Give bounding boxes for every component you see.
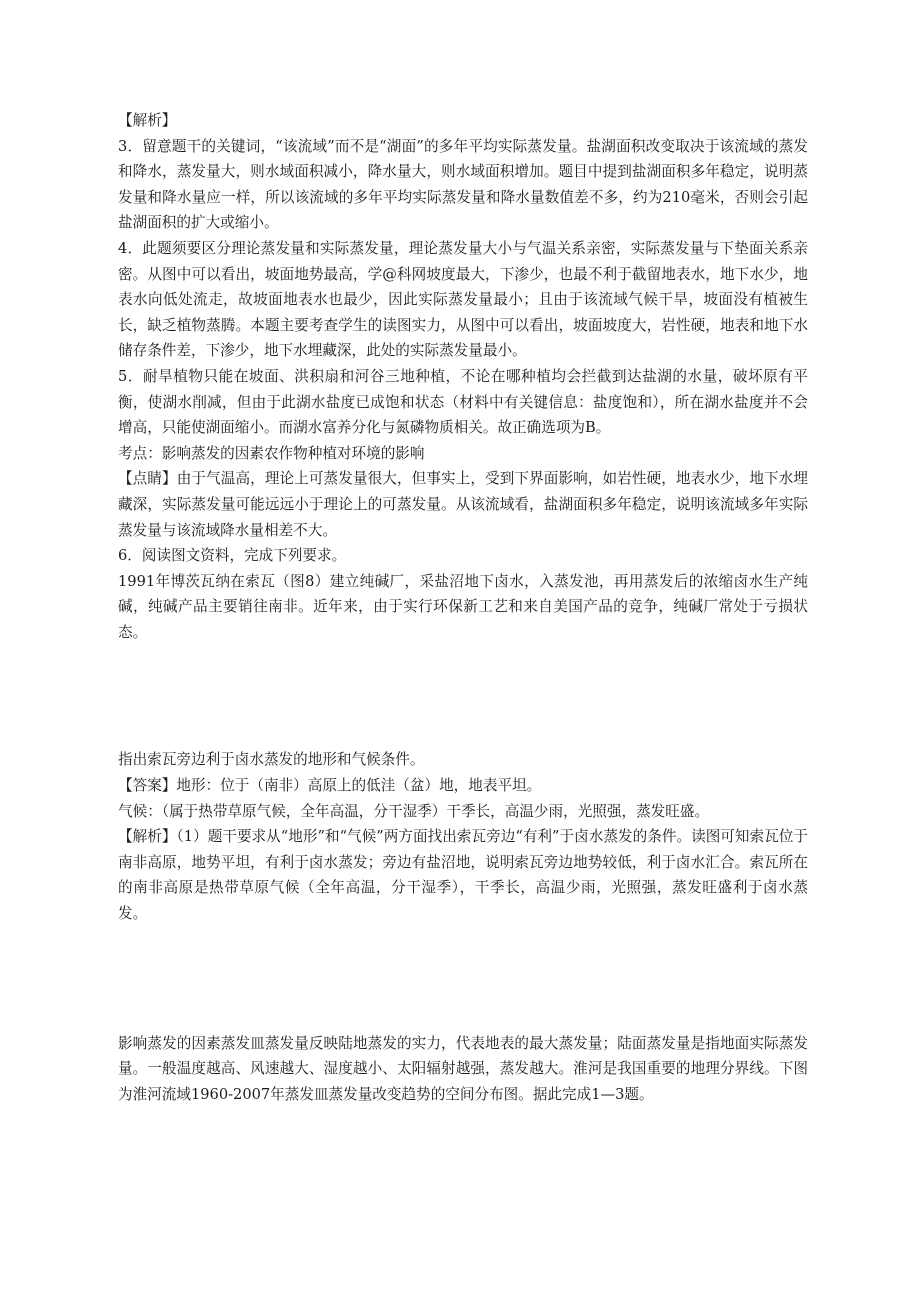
analysis-item-5: 5．耐旱植物只能在坡面、洪积扇和河谷三地种植，不论在哪种植均会拦截到达盐湖的水量，破坏原有平衡，使湖水削减，但由于此湖水盐度已成饱和状态（材料中有关键信息：盐度饱和），所在湖水盐度并不会增高，只能使湖面缩小。而湖水富养分化与氮磷物质相关。故正确选项为B。	[118, 367, 808, 437]
analysis-paragraph	[118, 824, 808, 926]
blank-figure-space	[118, 645, 808, 747]
dianjing-text: 由于气温高，理论上可蒸发量很大，但事实上，受到下界面影响，如岩性硬，地表水少，地下水埋藏深，实际蒸发量可能远远小于理论上的可蒸发量。从该流域看，盐湖面积多年稳定，说明该流域多年实际蒸发量与该流域降水量相差不大。	[118, 470, 808, 539]
blank-space	[118, 927, 808, 1031]
kaodian-line: 考点：影响蒸发的因素农作物种植对环境的影响	[118, 444, 425, 462]
dianjing-paragraph	[118, 466, 808, 543]
answer-label: 【答案】	[118, 777, 177, 795]
sub-question: 指出索瓦旁边利于卤水蒸发的地形和气候条件。	[118, 751, 425, 769]
dianjing-label: 【点睛】	[118, 470, 177, 488]
question-6: 6．阅读图文资料，完成下列要求。	[118, 547, 347, 565]
analysis-label: 【解析】	[118, 828, 177, 846]
analysis-heading: 【解析】	[118, 112, 177, 129]
evaporation-intro: 影响蒸发的因素蒸发皿蒸发量反映陆地蒸发的实力，代表地表的最大蒸发量；陆面蒸发量是指地面实际蒸发量。一般温度越高、风速越大、湿度越小、太阳辐射越强，蒸发越大。淮河是我国重要的地理分界线。下图为淮河流域1960-2007年蒸发皿蒸发量改变趋势的空间分布图。据此完成1—3题。	[118, 1034, 808, 1103]
answer-terrain	[118, 773, 808, 799]
question-6-material: 1991年博茨瓦纳在索瓦（图8）建立纯碱厂，采盐沼地下卤水，入蒸发池，再用蒸发后的浓缩卤水生产纯碱，纯碱产品主要销往南非。近年来，由于实行环保新工艺和来自美国产品的竞争，纯碱厂常处于亏损状态。	[118, 572, 808, 641]
analysis-text: （1）题干要求从“地形”和“气候”两方面找出索瓦旁边“有利”于卤水蒸发的条件。读图可知索瓦位于南非高原，地势平坦，有利于卤水蒸发；旁边有盐沼地，说明索瓦旁边地势较低，利于卤水汇合。索瓦所在的南非高原是热带草原气候（全年高温，分干湿季），干季长，高温少雨，光照强，蒸发旺盛利于卤水蒸发。	[118, 828, 808, 923]
analysis-item-3: 3．留意题干的关键词，“该流域”而不是“湖面”的多年平均实际蒸发量。盐湖面积改变取决于该流域的蒸发和降水，蒸发量大，则水域面积减小，降水量大，则水域面积增加。题目中提到盐湖面积多年稳定，说明蒸发量和降水量应一样，所以该流域的多年平均实际蒸发量和降水量数值差不多，约为210毫米，否则会引起盐湖面积的扩大或缩小。	[118, 137, 808, 232]
analysis-item-4: 4．此题须要区分理论蒸发量和实际蒸发量，理论蒸发量大小与气温关系亲密，实际蒸发量与下垫面关系亲密。从图中可以看出，坡面地势最高，学@科网坡度最大，下渗少，也最不利于截留地表水，地下水少，地表水向低处流走，故坡面地表水也最少，因此实际蒸发量最小；且由于该流域气候干旱，坡面没有植被生长，缺乏植物蒸腾。本题主要考查学生的读图实力，从图中可以看出，坡面坡度大，岩性硬，地表和地下水储存条件差，下渗少，地下水埋藏深，此处的实际蒸发量最小。	[118, 239, 808, 360]
document-page	[118, 108, 808, 1107]
answer-terrain-text: 地形：位于（南非）高原上的低洼（盆）地，地表平坦。	[176, 777, 542, 795]
answer-climate: 气候：（属于热带草原气候，全年高温，分干湿季）干季长，高温少雨，光照强，蒸发旺盛。	[118, 802, 710, 820]
